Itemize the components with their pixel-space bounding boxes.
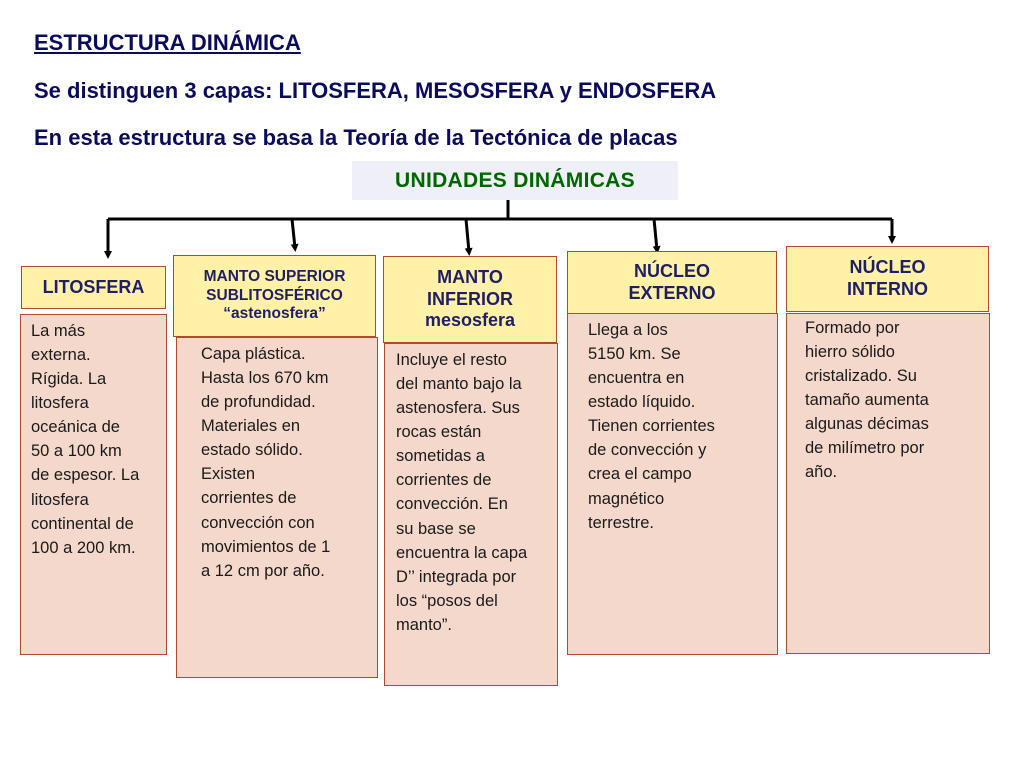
subtitle-layers: Se distinguen 3 capas: LITOSFERA, MESOSFERA y ENDOSFERA (34, 78, 717, 103)
unit-title-text: MANTO SUPERIOR SUBLITOSFÉRICO “astenosfera” (203, 267, 346, 323)
unit-title-text: LITOSFERA (42, 276, 145, 297)
unit-title-litosfera (21, 266, 166, 309)
unit-desc-manto-inferior (384, 343, 558, 686)
unit-desc-nucleo-interno (786, 313, 990, 654)
unit-desc-text: Llega a los 5150 km. Se encuentra en estado líquido. Tienen corrientes de convección y crea el campo magnético terrestre. (588, 321, 715, 532)
unit-desc-text: La más externa. Rígida. La litosfera oceánica de 50 a 100 km de espesor. La litosfera continental de 100 a 200 km. (31, 322, 140, 557)
root-node-unidades-dinamicas: UNIDADES DINÁMICAS (352, 161, 678, 200)
arrow-nucleo-externo (654, 219, 657, 250)
unit-desc-text: Incluye el resto del manto bajo la astenosfera. Sus rocas están sometidas a corrientes de convección. En su base se encuentra la capa D’’ integrada por los “posos del manto”. (396, 351, 528, 634)
unit-title-text: NÚCLEO INTERNO (847, 257, 928, 299)
unit-desc-manto-superior (176, 337, 378, 678)
subtitle-tectonics: En esta estructura se basa la Teoría de la Tectónica de placas (34, 125, 678, 150)
arrow-manto-superior (292, 219, 295, 248)
unit-desc-litosfera (20, 314, 167, 655)
arrow-manto-inferior (466, 219, 469, 252)
unit-desc-text: Capa plástica. Hasta los 670 km de profundidad. Materiales en estado sólido. Existen corrientes de convección con movimientos de 1 a 12 cm por año. (201, 345, 331, 580)
unit-title-manto-superior (173, 255, 376, 337)
unit-desc-nucleo-externo (567, 313, 778, 655)
page-title: ESTRUCTURA DINÁMICA (34, 30, 301, 55)
unit-title-text: MANTO INFERIOR mesosfera (424, 266, 516, 331)
unit-title-text: NÚCLEO EXTERNO (628, 260, 716, 303)
unit-title-nucleo-externo (567, 251, 777, 314)
unit-title-nucleo-interno (786, 246, 989, 312)
unit-title-manto-inferior (383, 256, 557, 343)
unit-desc-text: Formado por hierro sólido cristalizado. Su tamaño aumenta algunas décimas de milímetro por año. (805, 319, 929, 482)
